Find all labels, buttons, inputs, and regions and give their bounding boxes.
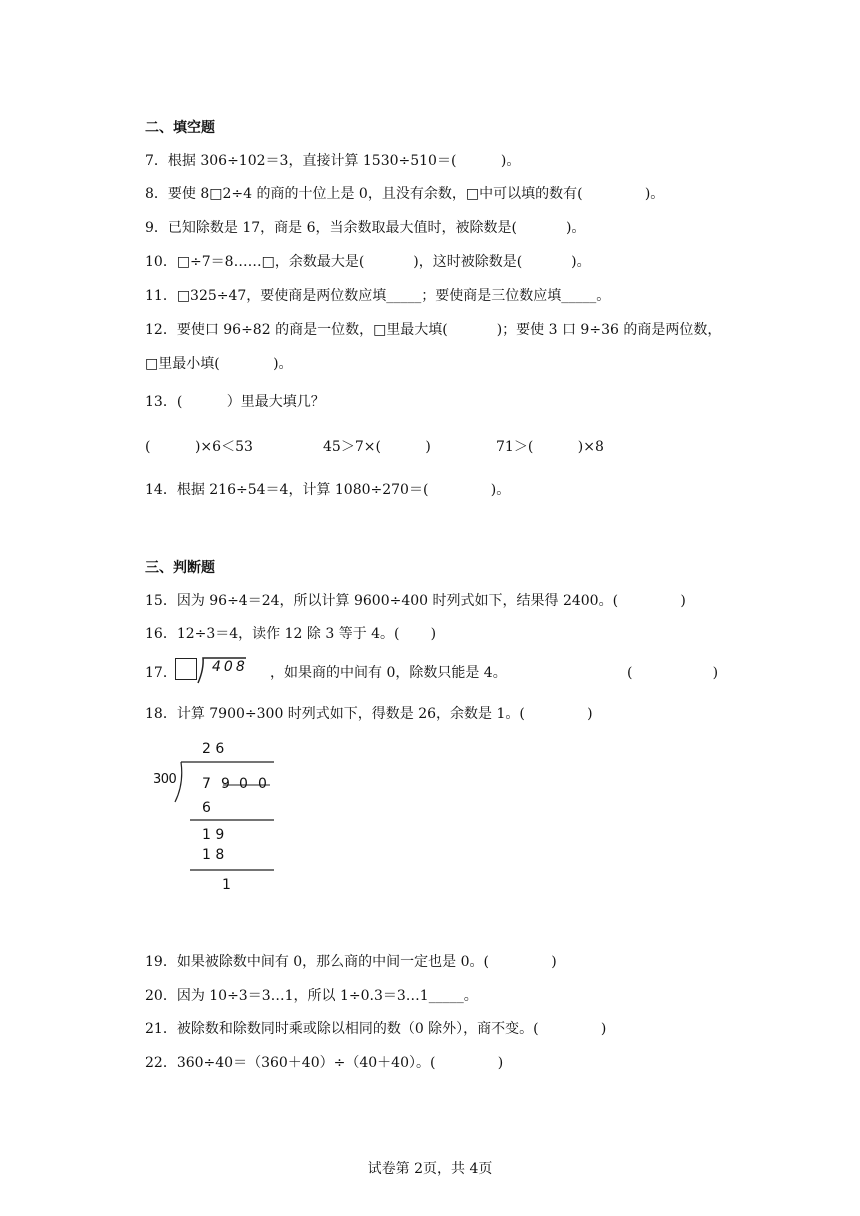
question-17-answer-paren: ( ) (627, 665, 719, 681)
question-13-item-c: 71＞( )×8 (496, 439, 604, 455)
question-13: 13．( ）里最大填几？ (145, 394, 325, 410)
remainder: 1 (222, 877, 231, 893)
dividend-digit-2: 9 (221, 776, 230, 792)
quotient: 2 6 (202, 741, 225, 757)
question-17-dividend: 408 (212, 659, 248, 675)
step-1: 6 (202, 800, 211, 816)
question-19: 19．如果被除数中间有 0，那么商的中间一定也是 0。( ) (145, 954, 557, 970)
question-7: 7．根据 306÷102＝3，直接计算 1530÷510＝( )。 (145, 153, 521, 169)
question-15: 15．因为 96÷4＝24，所以计算 9600÷400 时列式如下，结果得 2400。( ) (145, 593, 686, 609)
dividend-digit-1: 7 (202, 776, 211, 792)
question-22: 22．360÷40＝（360＋40）÷（40＋40）。( ) (145, 1055, 504, 1071)
question-20: 20．因为 10÷3＝3…1，所以 1÷0.3＝3…1_____。 (145, 988, 478, 1004)
question-10: 10．□÷7＝8……□，余数最大是( )，这时被除数是( )。 (145, 254, 591, 270)
dividend-digit-4: 0 (258, 776, 267, 792)
section-title-judge: 三、判断题 (145, 560, 215, 576)
question-12-line1: 12．要使口 96÷82 的商是一位数，□里最大填( )；要使 3 口 9÷36 的商是两位数， (145, 322, 722, 338)
dividend-digit-3: 0 (239, 776, 248, 792)
step-3: 1 8 (202, 847, 225, 863)
divisor: 300 (153, 772, 177, 787)
question-17-number: 17． (145, 665, 177, 681)
question-16: 16．12÷3＝4，读作 12 除 3 等于 4。( ) (145, 626, 437, 642)
question-13-item-a: ( )×6＜53 (145, 439, 253, 455)
section-title-fill-blank: 二、填空题 (145, 120, 215, 136)
question-12-line2: □里最小填( )。 (145, 356, 293, 372)
question-9: 9．已知除数是 17，商是 6，当余数取最大值时，被除数是( )。 (145, 220, 586, 236)
long-division-figure (150, 738, 280, 898)
question-18: 18．计算 7900÷300 时列式如下，得数是 26，余数是 1。( ) (145, 706, 593, 722)
question-11: 11．□325÷47，要使商是两位数应填_____；要使商是三位数应填_____。 (145, 288, 611, 304)
page-footer: 试卷第 2页，共 4页 (367, 1161, 493, 1177)
question-21: 21．被除数和除数同时乘或除以相同的数（0 除外），商不变。( ) (145, 1021, 607, 1037)
long-division-lines (150, 738, 280, 898)
question-13-item-b: 45＞7×( ) (323, 439, 431, 455)
question-8: 8．要使 8□2÷4 的商的十位上是 0，且没有余数，□中可以填的数有( )。 (145, 186, 665, 202)
step-2: 1 9 (202, 827, 225, 843)
question-17-text: ，如果商的中间有 0，除数只能是 4。 (270, 665, 507, 681)
question-14: 14．根据 216÷54＝4，计算 1080÷270＝( )。 (145, 482, 511, 498)
answer-box (175, 658, 197, 680)
